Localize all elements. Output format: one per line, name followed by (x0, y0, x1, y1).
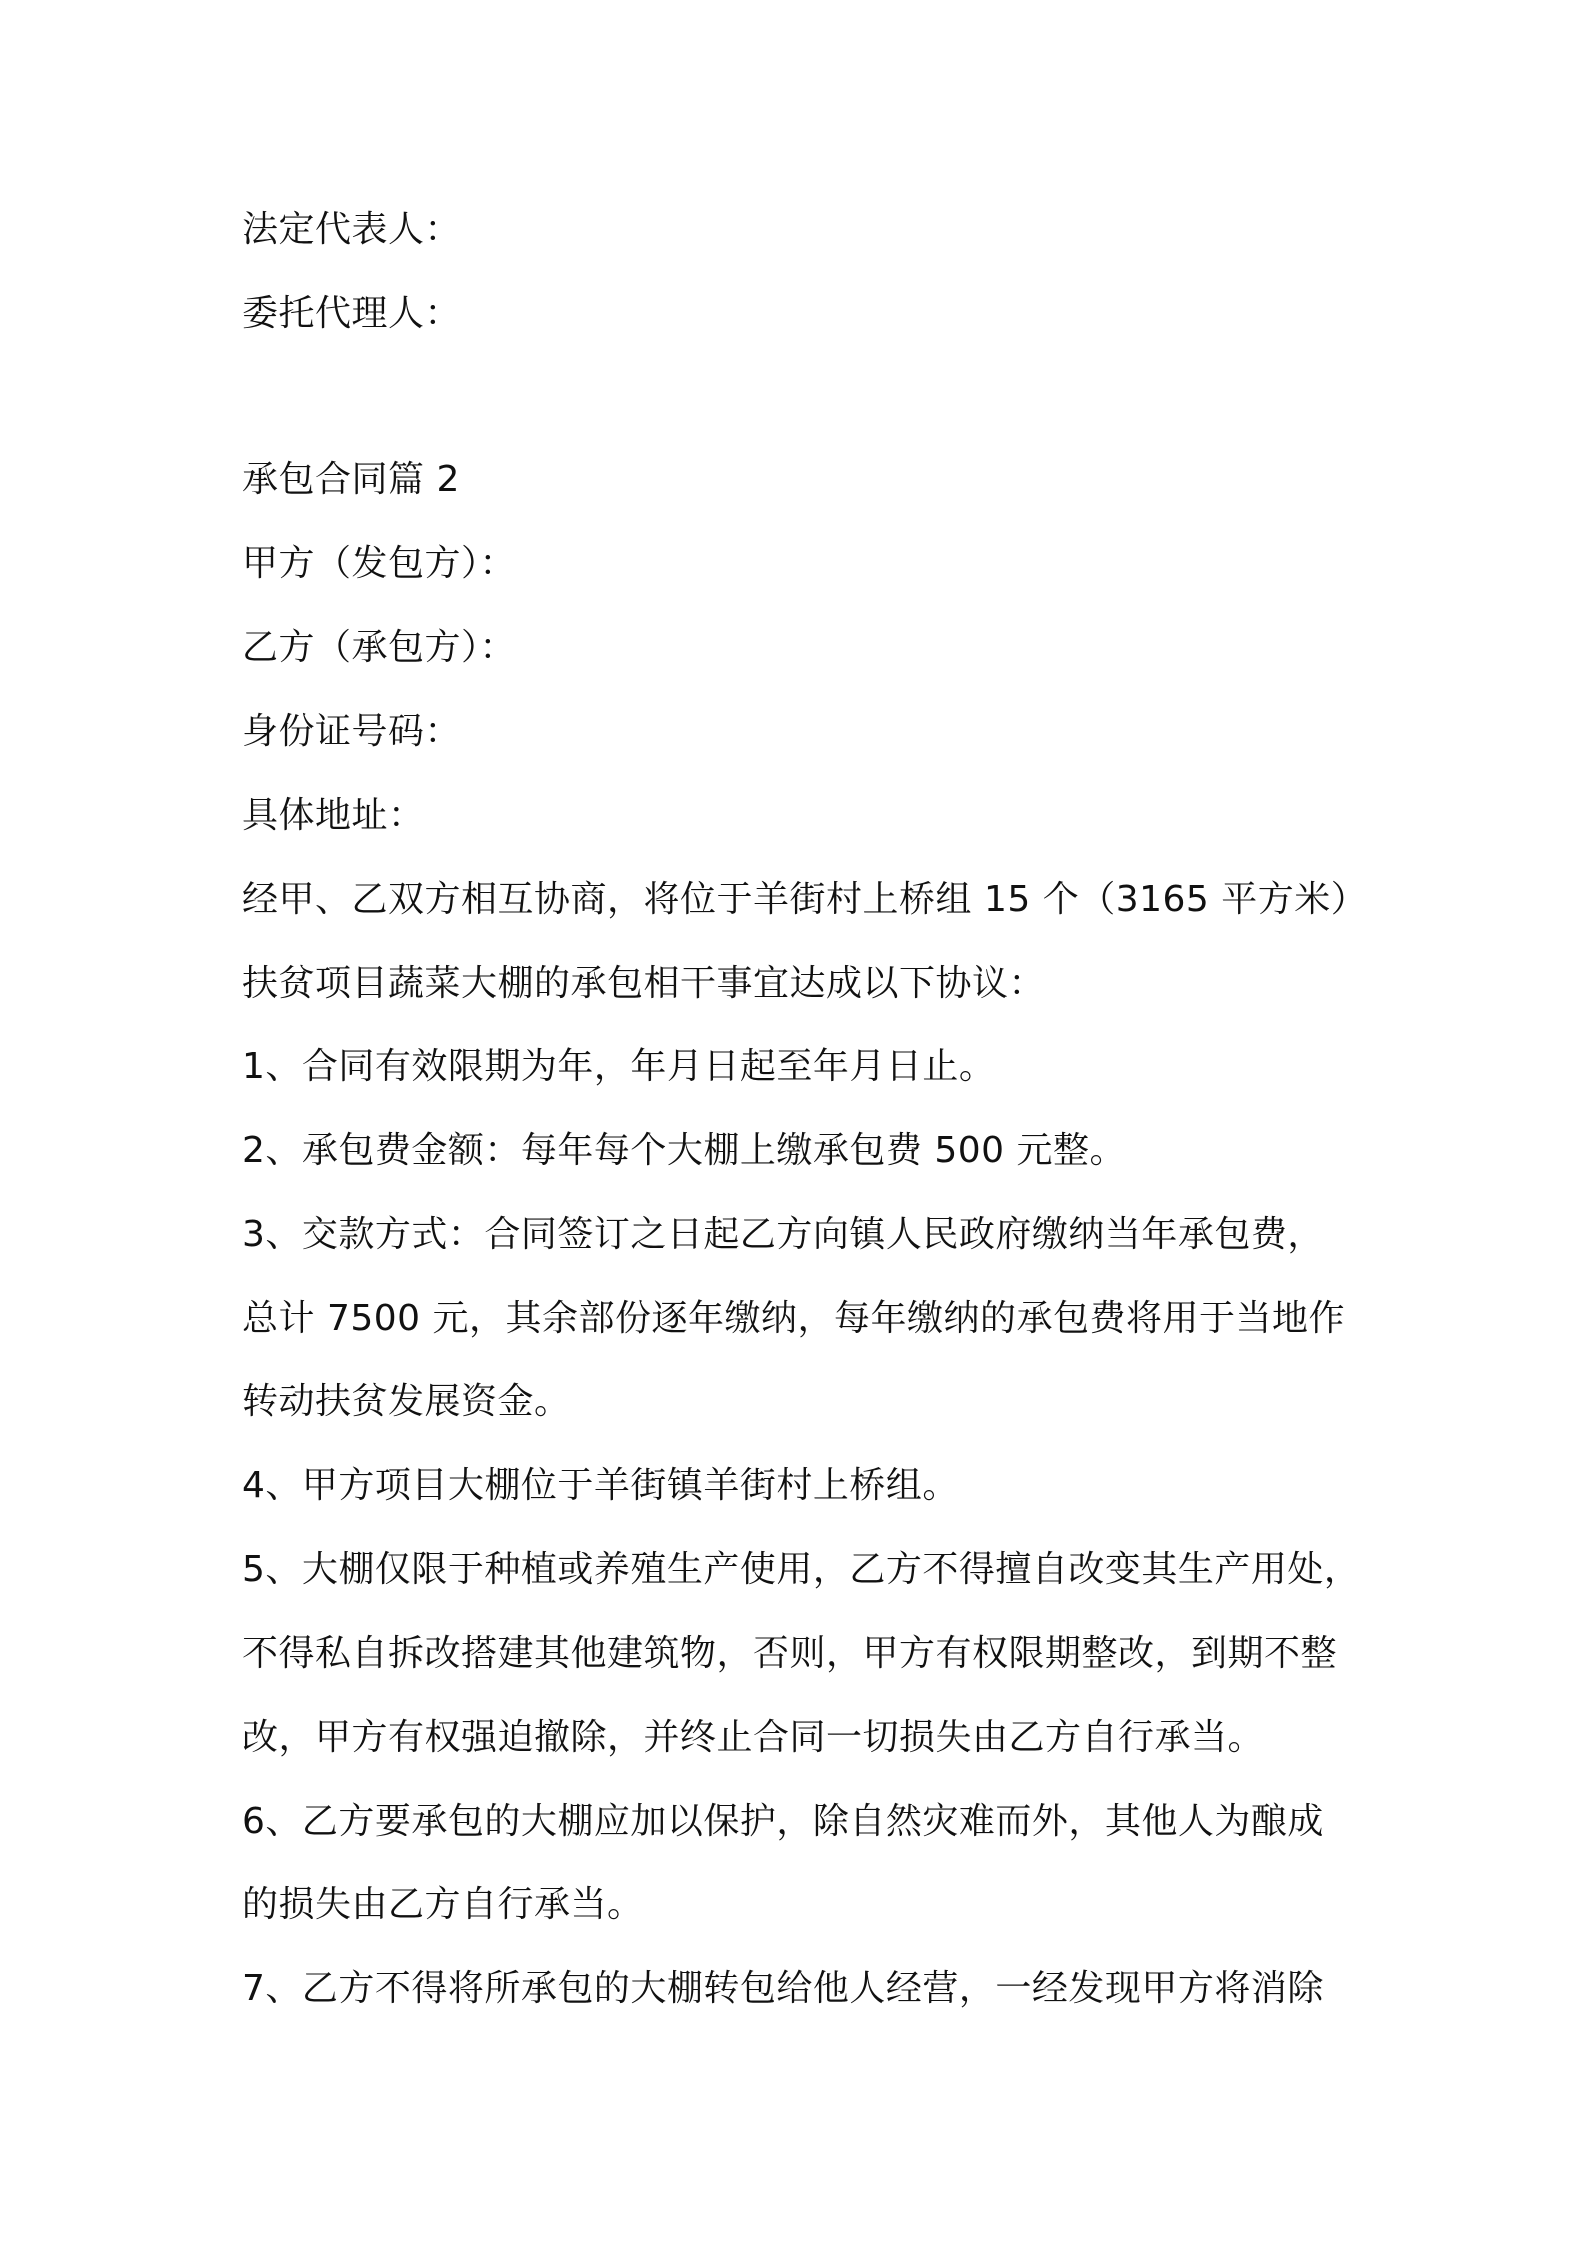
clause-1: 1、合同有效限期为年，年月日起至年月日止。 (242, 1046, 996, 1087)
authorized-agent-line: 委托代理人： (242, 293, 462, 334)
clause-3-line-3: 转动扶贫发展资金。 (242, 1381, 571, 1422)
clause-5-line-2: 不得私自拆改搭建其他建筑物，否则，甲方有权限期整改，到期不整 (242, 1633, 1338, 1674)
clause-3-line-2: 总计 7500 元，其余部份逐年缴纳，每年缴纳的承包费将用于当地作 (242, 1298, 1346, 1339)
clause-4: 4、甲方项目大棚位于羊街镇羊街村上桥组。 (242, 1465, 959, 1506)
clause-3-line-1: 3、交款方式：合同签订之日起乙方向镇人民政府缴纳当年承包费， (242, 1214, 1324, 1255)
party-b-line: 乙方（承包方）： (242, 627, 517, 668)
clause-6-line-1: 6、乙方要承包的大棚应加以保护，除自然灾难而外，其他人为酿成 (242, 1801, 1324, 1842)
clause-6-line-2: 的损失由乙方自行承当。 (242, 1884, 644, 1925)
clause-5-line-3: 改，甲方有权强迫撤除，并终止合同一切损失由乙方自行承当。 (242, 1717, 1265, 1758)
intro-paragraph-line-2: 扶贫项目蔬菜大棚的承包相干事宜达成以下协议： (242, 963, 1046, 1004)
clause-2: 2、承包费金额：每年每个大棚上缴承包费 500 元整。 (242, 1130, 1127, 1171)
contract-title: 承包合同篇 2 (242, 459, 460, 500)
clause-7-line-1: 7、乙方不得将所承包的大棚转包给他人经营，一经发现甲方将消除 (242, 1968, 1324, 2009)
legal-representative-line: 法定代表人： (242, 209, 462, 250)
intro-paragraph-line-1: 经甲、乙双方相互协商，将位于羊街村上桥组 15 个（3165 平方米） (242, 879, 1368, 920)
address-line: 具体地址： (242, 795, 425, 836)
clause-5-line-1: 5、大棚仅限于种植或养殖生产使用，乙方不得擅自改变其生产用处， (242, 1549, 1361, 1590)
id-number-line: 身份证号码： (242, 711, 462, 752)
party-a-line: 甲方（发包方）： (242, 543, 517, 584)
